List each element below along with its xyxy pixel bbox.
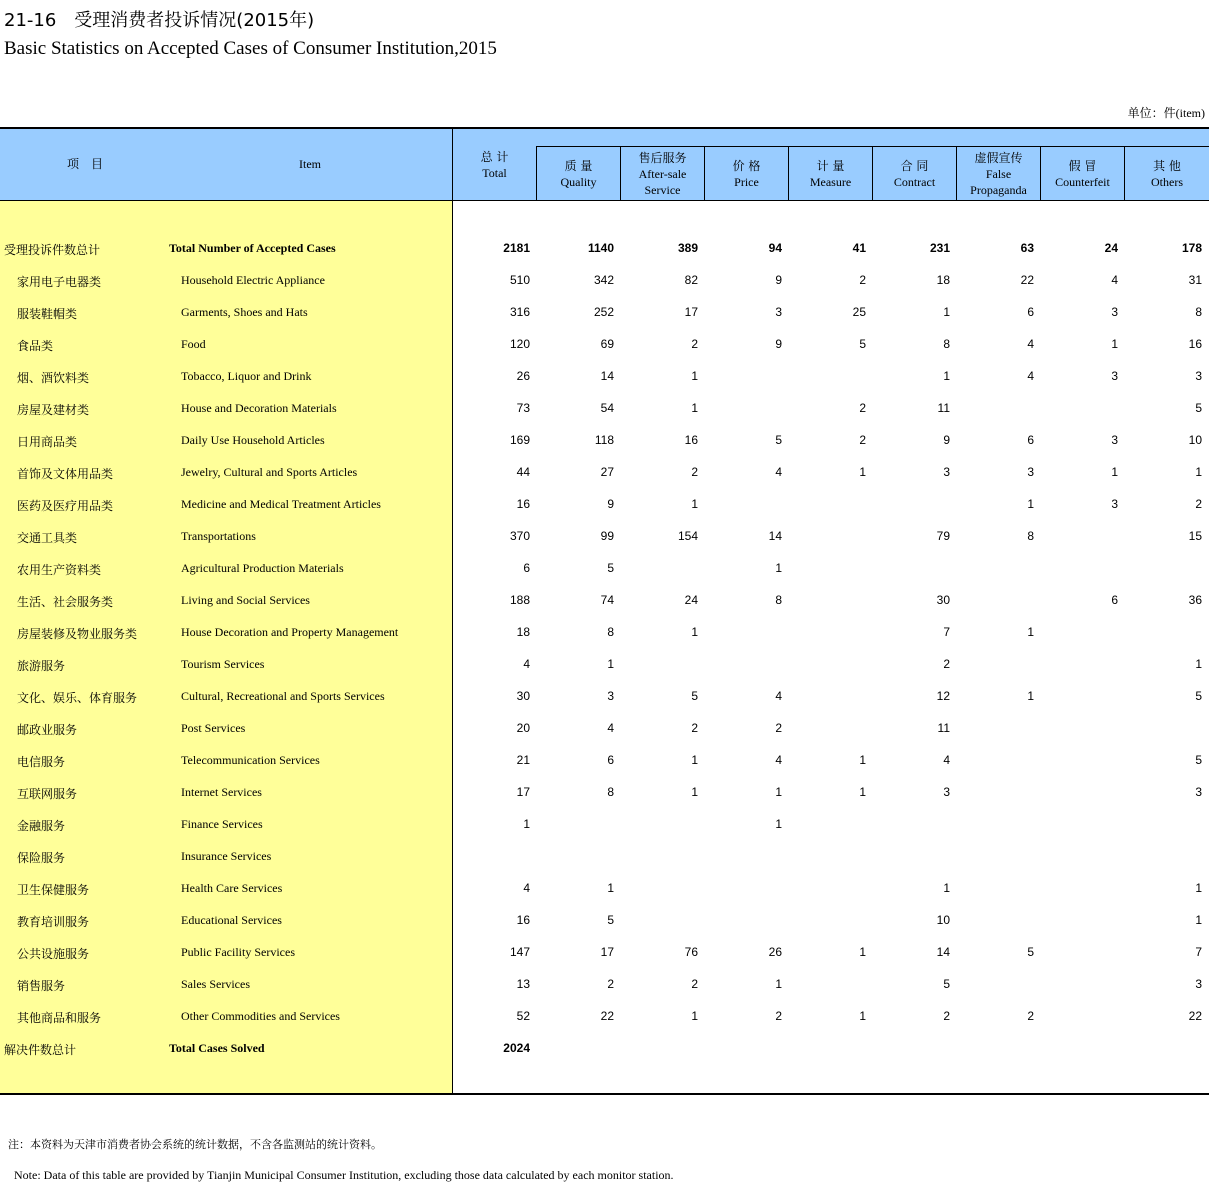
header-col-7: 其 他 Others (1124, 146, 1209, 201)
cell-value: 178 (1181, 241, 1202, 255)
row-label-cn: 卫生保健服务 (17, 883, 90, 897)
footnote-cn: 注：本资料为天津市消费者协会系统的统计数据，不含各监测站的统计资料。 (8, 1138, 382, 1151)
cell-value: 120 (509, 337, 530, 351)
cell-value: 1 (1111, 465, 1118, 479)
cell-value: 2 (859, 433, 866, 447)
cell-value: 7 (1195, 945, 1202, 959)
row-label-en: Jewelry, Cultural and Sports Articles (181, 465, 358, 479)
cell-value: 17 (600, 945, 614, 959)
row-label-cn: 交通工具类 (17, 531, 78, 545)
table-row (0, 297, 1209, 329)
cell-value: 73 (516, 401, 530, 415)
cell-value: 169 (509, 433, 530, 447)
table-row (0, 425, 1209, 457)
cell-value: 316 (509, 305, 530, 319)
row-label-cn: 受理投诉件数总计 (4, 243, 101, 257)
cell-value: 1 (859, 465, 866, 479)
row-label-en: Agricultural Production Materials (181, 561, 344, 575)
row-label-en: Cultural, Recreational and Sports Services (181, 689, 385, 703)
cell-value: 154 (677, 529, 698, 543)
header-col-1: 售后服务 After-sale Service (620, 146, 704, 201)
row-label-en: Public Facility Services (181, 945, 295, 959)
row-label-cn: 日用商品类 (17, 435, 78, 449)
cell-value: 4 (523, 657, 530, 671)
cell-value: 1 (1195, 881, 1202, 895)
cell-value: 2 (943, 657, 950, 671)
cell-value: 16 (516, 913, 530, 927)
cell-value: 1 (1027, 625, 1034, 639)
row-label-en: Health Care Services (181, 881, 283, 895)
cell-value: 342 (593, 273, 614, 287)
cell-value: 1 (691, 785, 698, 799)
cell-value: 2 (1195, 497, 1202, 511)
row-label-en: Telecommunication Services (181, 753, 320, 767)
row-label-cn: 医药及医疗用品类 (17, 499, 114, 513)
table-row (0, 809, 1209, 841)
table-row (0, 585, 1209, 617)
cell-value: 2 (775, 721, 782, 735)
cell-value: 5 (859, 337, 866, 351)
row-label-cn: 房屋及建材类 (17, 403, 90, 417)
row-label-en: Garments, Shoes and Hats (181, 305, 308, 319)
cell-value: 1 (859, 945, 866, 959)
cell-value: 4 (1111, 273, 1118, 287)
cell-value: 2 (607, 977, 614, 991)
cell-value: 8 (775, 593, 782, 607)
cell-value: 10 (936, 913, 950, 927)
cell-value: 15 (1188, 529, 1202, 543)
row-label-cn: 服装鞋帽类 (17, 307, 78, 321)
cell-value: 6 (1027, 433, 1034, 447)
table-row (0, 681, 1209, 713)
cell-value: 4 (775, 465, 782, 479)
cell-value: 94 (768, 241, 782, 255)
header-col-5: 虚假宣传 False Propaganda (956, 146, 1040, 201)
cell-value: 1 (1195, 465, 1202, 479)
cell-value: 1 (691, 1009, 698, 1023)
cell-value: 6 (1027, 305, 1034, 319)
cell-value: 27 (600, 465, 614, 479)
table-row (0, 905, 1209, 937)
row-label-en: Total Cases Solved (169, 1041, 265, 1055)
cell-value: 74 (600, 593, 614, 607)
cell-value: 36 (1188, 593, 1202, 607)
cell-value: 5 (943, 977, 950, 991)
cell-value: 21 (516, 753, 530, 767)
row-label-en: Transportations (181, 529, 256, 543)
cell-value: 52 (516, 1009, 530, 1023)
row-label-en: House Decoration and Property Management (181, 625, 399, 639)
cell-value: 4 (1027, 337, 1034, 351)
cell-value: 1 (523, 817, 530, 831)
cell-value: 14 (768, 529, 782, 543)
header-col-2: 价 格 Price (704, 146, 788, 201)
table-row (0, 777, 1209, 809)
table-row (0, 1001, 1209, 1033)
row-label-cn: 家用电子电器类 (17, 275, 102, 289)
cell-value: 1 (943, 369, 950, 383)
cell-value: 9 (775, 337, 782, 351)
row-label-cn: 旅游服务 (17, 659, 66, 673)
row-label-en: Living and Social Services (181, 593, 310, 607)
table-row (0, 873, 1209, 905)
header-item-cn: 项 目 (66, 157, 103, 171)
row-label-cn: 文化、娱乐、体育服务 (17, 691, 138, 705)
cell-value: 2 (859, 273, 866, 287)
table-row (0, 521, 1209, 553)
footnote-en: Note: Data of this table are provided by Tianjin Municipal Consumer Institution, excluding those data calculated by each monitor station. (14, 1168, 674, 1182)
cell-value: 9 (943, 433, 950, 447)
row-label-en: Daily Use Household Articles (181, 433, 325, 447)
cell-value: 118 (594, 433, 614, 447)
cell-value: 252 (593, 305, 614, 319)
cell-value: 1 (775, 817, 782, 831)
row-label-en: Tobacco, Liquor and Drink (181, 369, 312, 383)
cell-value: 1 (691, 401, 698, 415)
cell-value: 8 (1195, 305, 1202, 319)
cell-value: 1 (943, 305, 950, 319)
row-label-en: Medicine and Medical Treatment Articles (181, 497, 381, 511)
row-label-cn: 教育培训服务 (17, 915, 90, 929)
row-label-cn: 烟、酒饮料类 (17, 371, 90, 385)
cell-value: 2181 (503, 241, 530, 255)
header-col-0: 质 量 Quality (536, 146, 620, 201)
cell-value: 4 (607, 721, 614, 735)
row-label-cn: 保险服务 (17, 851, 66, 865)
cell-value: 188 (509, 593, 530, 607)
cell-value: 22 (1020, 273, 1034, 287)
cell-value: 510 (509, 273, 530, 287)
cell-value: 12 (936, 689, 950, 703)
cell-value: 4 (775, 753, 782, 767)
cell-value: 3 (1195, 785, 1202, 799)
row-label-en: Internet Services (181, 785, 262, 799)
cell-value: 1 (859, 785, 866, 799)
row-label-en: Post Services (181, 721, 246, 735)
row-label-cn: 邮政业服务 (17, 723, 78, 737)
cell-value: 2 (1027, 1009, 1034, 1023)
header-col-3: 计 量 Measure (788, 146, 872, 201)
table-row (0, 361, 1209, 393)
statistics-table (0, 127, 1209, 1095)
cell-value: 4 (1027, 369, 1034, 383)
cell-value: 5 (1195, 401, 1202, 415)
cell-value: 1 (775, 561, 782, 575)
cell-value: 1 (1195, 913, 1202, 927)
cell-value: 18 (516, 625, 530, 639)
table-row (0, 649, 1209, 681)
cell-value: 20 (516, 721, 530, 735)
cell-value: 4 (943, 753, 950, 767)
unit-label-en: (item) (1175, 106, 1205, 120)
table-row (0, 265, 1209, 297)
table-header (0, 129, 1209, 201)
cell-value: 5 (607, 913, 614, 927)
cell-value: 16 (684, 433, 698, 447)
cell-value: 8 (1027, 529, 1034, 543)
row-label-en: Finance Services (181, 817, 263, 831)
cell-value: 2 (775, 1009, 782, 1023)
cell-value: 13 (516, 977, 530, 991)
cell-value: 147 (509, 945, 530, 959)
cell-value: 17 (684, 305, 698, 319)
cell-value: 54 (600, 401, 614, 415)
cell-value: 31 (1188, 273, 1202, 287)
cell-value: 231 (929, 241, 950, 255)
row-label-en: Other Commodities and Services (181, 1009, 340, 1023)
cell-value: 3 (1111, 305, 1118, 319)
cell-value: 8 (607, 785, 614, 799)
row-label-cn: 农用生产资料类 (17, 563, 102, 577)
cell-value: 2 (859, 401, 866, 415)
table-row (0, 457, 1209, 489)
row-label-en: Sales Services (181, 977, 250, 991)
cell-value: 6 (607, 753, 614, 767)
row-label-cn: 其他商品和服务 (17, 1011, 102, 1025)
cell-value: 1 (859, 1009, 866, 1023)
table-row (0, 489, 1209, 521)
cell-value: 1 (691, 497, 698, 511)
row-label-en: Tourism Services (181, 657, 265, 671)
cell-value: 6 (523, 561, 530, 575)
cell-value: 3 (1111, 369, 1118, 383)
cell-value: 99 (600, 529, 614, 543)
row-label-en: Insurance Services (181, 849, 272, 863)
page-title-cn: 21-16 受理消费者投诉情况(2015年) (4, 10, 315, 31)
row-label-cn: 电信服务 (17, 755, 66, 769)
cell-value: 14 (600, 369, 614, 383)
cell-value: 1140 (587, 241, 614, 255)
cell-value: 2024 (503, 1041, 530, 1055)
cell-value: 63 (1020, 241, 1034, 255)
cell-value: 5 (691, 689, 698, 703)
page-title-en: Basic Statistics on Accepted Cases of Consumer Institution,2015 (4, 38, 497, 59)
cell-value: 30 (936, 593, 950, 607)
row-label-cn: 食品类 (17, 339, 54, 353)
row-label-cn: 首饰及文体用品类 (17, 467, 114, 481)
row-label-en: Total Number of Accepted Cases (169, 241, 336, 255)
cell-value: 1 (1195, 657, 1202, 671)
cell-value: 30 (516, 689, 530, 703)
cell-value: 44 (516, 465, 530, 479)
cell-value: 1 (1027, 689, 1034, 703)
row-label-cn: 金融服务 (17, 819, 66, 833)
table-row (0, 617, 1209, 649)
cell-value: 389 (677, 241, 698, 255)
row-label-en: Food (181, 337, 206, 351)
cell-value: 79 (936, 529, 950, 543)
cell-value: 2 (691, 465, 698, 479)
cell-value: 8 (607, 625, 614, 639)
cell-value: 3 (1111, 433, 1118, 447)
cell-value: 17 (516, 785, 530, 799)
row-label-cn: 解决件数总计 (4, 1043, 77, 1057)
table-row (0, 393, 1209, 425)
cell-value: 9 (607, 497, 614, 511)
cell-value: 3 (1027, 465, 1034, 479)
row-label-en: Household Electric Appliance (181, 273, 325, 287)
cell-value: 1 (859, 753, 866, 767)
table-row (0, 329, 1209, 361)
cell-value: 3 (607, 689, 614, 703)
cell-value: 3 (943, 785, 950, 799)
cell-value: 1 (691, 369, 698, 383)
cell-value: 370 (509, 529, 530, 543)
cell-value: 76 (684, 945, 698, 959)
cell-value: 1 (1027, 497, 1034, 511)
cell-value: 3 (1111, 497, 1118, 511)
cell-value: 8 (943, 337, 950, 351)
cell-value: 2 (691, 337, 698, 351)
cell-value: 5 (1195, 753, 1202, 767)
cell-value: 7 (943, 625, 950, 639)
cell-value: 3 (1195, 977, 1202, 991)
header-col-4: 合 同 Contract (872, 146, 956, 201)
row-label-en: Educational Services (181, 913, 282, 927)
table-row (0, 553, 1209, 585)
row-label-cn: 互联网服务 (17, 787, 78, 801)
cell-value: 10 (1188, 433, 1202, 447)
cell-value: 18 (936, 273, 950, 287)
cell-value: 2 (691, 977, 698, 991)
cell-value: 16 (516, 497, 530, 511)
cell-value: 11 (937, 401, 950, 415)
cell-value: 5 (607, 561, 614, 575)
cell-value: 14 (936, 945, 950, 959)
cell-value: 1 (943, 881, 950, 895)
cell-value: 1 (775, 977, 782, 991)
cell-value: 25 (852, 305, 866, 319)
header-col-6: 假 冒 Counterfeit (1040, 146, 1124, 201)
row-label-cn: 公共设施服务 (17, 947, 90, 961)
cell-value: 5 (775, 433, 782, 447)
row-label-cn: 房屋装修及物业服务类 (17, 627, 138, 641)
cell-value: 26 (768, 945, 782, 959)
cell-value: 41 (852, 241, 866, 255)
unit-label (1128, 104, 1205, 121)
row-label-en: House and Decoration Materials (181, 401, 337, 415)
cell-value: 9 (775, 273, 782, 287)
row-label-cn: 生活、社会服务类 (17, 595, 114, 609)
cell-value: 6 (1111, 593, 1118, 607)
cell-value: 3 (943, 465, 950, 479)
cell-value: 1 (1111, 337, 1118, 351)
cell-value: 26 (516, 369, 530, 383)
table-row (0, 937, 1209, 969)
cell-value: 5 (1195, 689, 1202, 703)
cell-value: 69 (600, 337, 614, 351)
cell-value: 1 (607, 881, 614, 895)
unit-label-cn: 单位：件 (1127, 106, 1176, 120)
cell-value: 4 (523, 881, 530, 895)
table-row (0, 713, 1209, 745)
cell-value: 1 (691, 625, 698, 639)
table-row (0, 233, 1209, 265)
table-row (0, 745, 1209, 777)
cell-value: 3 (775, 305, 782, 319)
header-total: 总 计 Total (480, 150, 509, 180)
cell-value: 24 (684, 593, 698, 607)
cell-value: 11 (937, 721, 950, 735)
cell-value: 16 (1188, 337, 1202, 351)
cell-value: 2 (691, 721, 698, 735)
table-row (0, 1033, 1209, 1065)
cell-value: 1 (775, 785, 782, 799)
cell-value: 2 (943, 1009, 950, 1023)
table-row (0, 969, 1209, 1001)
header-item-en: Item (299, 157, 321, 171)
cell-value: 82 (684, 273, 698, 287)
cell-value: 22 (600, 1009, 614, 1023)
row-label-cn: 销售服务 (17, 979, 66, 993)
cell-value: 22 (1188, 1009, 1202, 1023)
cell-value: 1 (691, 753, 698, 767)
cell-value: 5 (1027, 945, 1034, 959)
cell-value: 24 (1104, 241, 1118, 255)
cell-value: 4 (775, 689, 782, 703)
cell-value: 1 (607, 657, 614, 671)
cell-value: 3 (1195, 369, 1202, 383)
table-row (0, 841, 1209, 873)
